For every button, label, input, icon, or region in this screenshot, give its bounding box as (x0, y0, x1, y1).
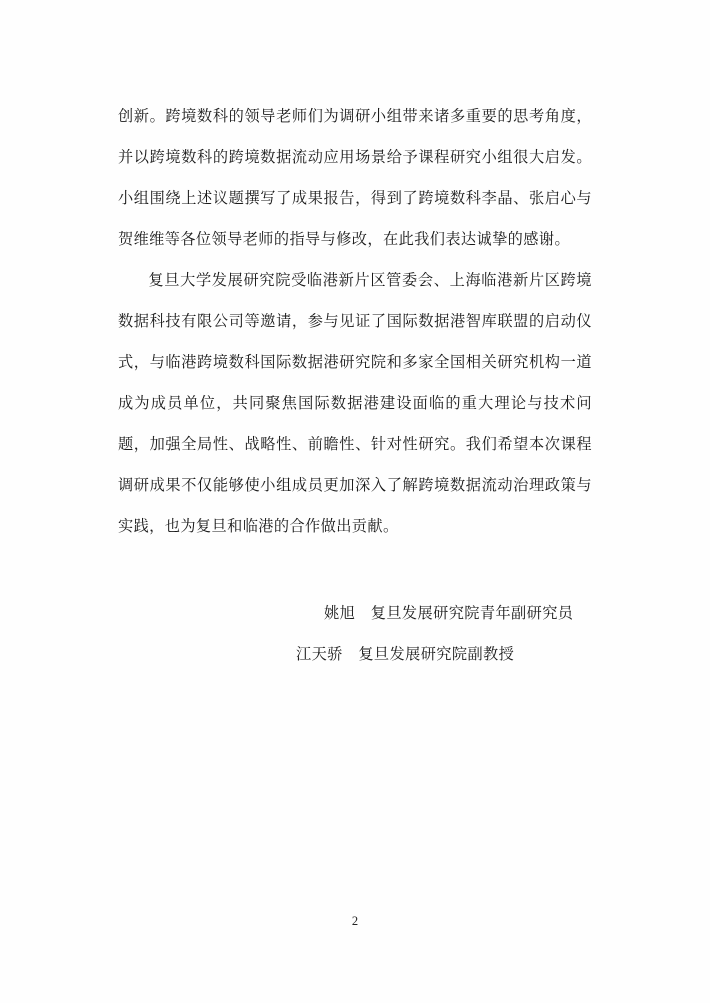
paragraph-fudan-institute: 复旦大学发展研究院受临港新片区管委会、上海临港新片区跨境数据科技有限公司等邀请，参与见证了国际数据港智库联盟的启动仪式，与临港跨境数科国际数据港研究院和多家全国相关研究机构一道成为成员单位，共同聚焦国际数据港建设面临的重大理论与技术问题，加强全局性、战略性、前瞻性、针对性研究。我们希望本次课程调研成果不仅能够使小组成员更加深入了解跨境数据流动治理政策与实践，也为复旦和临港的合作做出贡献。 (118, 272, 592, 535)
signature-line-2: 江天骄 复旦发展研究院副教授 (296, 646, 515, 663)
signature-block (118, 593, 592, 675)
signature-line-1: 姚旭 复旦发展研究院青年副研究员 (324, 605, 574, 622)
page-content (118, 96, 592, 675)
paragraph-acknowledgement: 创新。跨境数科的领导老师们为调研小组带来诸多重要的思考角度，并以跨境数科的跨境数据流动应用场景给予课程研究小组很大启发。小组围绕上述议题撰写了成果报告，得到了跨境数科李晶、张启心与贺维维等各位领导老师的指导与修改，在此我们表达诚挚的感谢。 (118, 108, 592, 248)
page-number: 2 (351, 914, 359, 928)
